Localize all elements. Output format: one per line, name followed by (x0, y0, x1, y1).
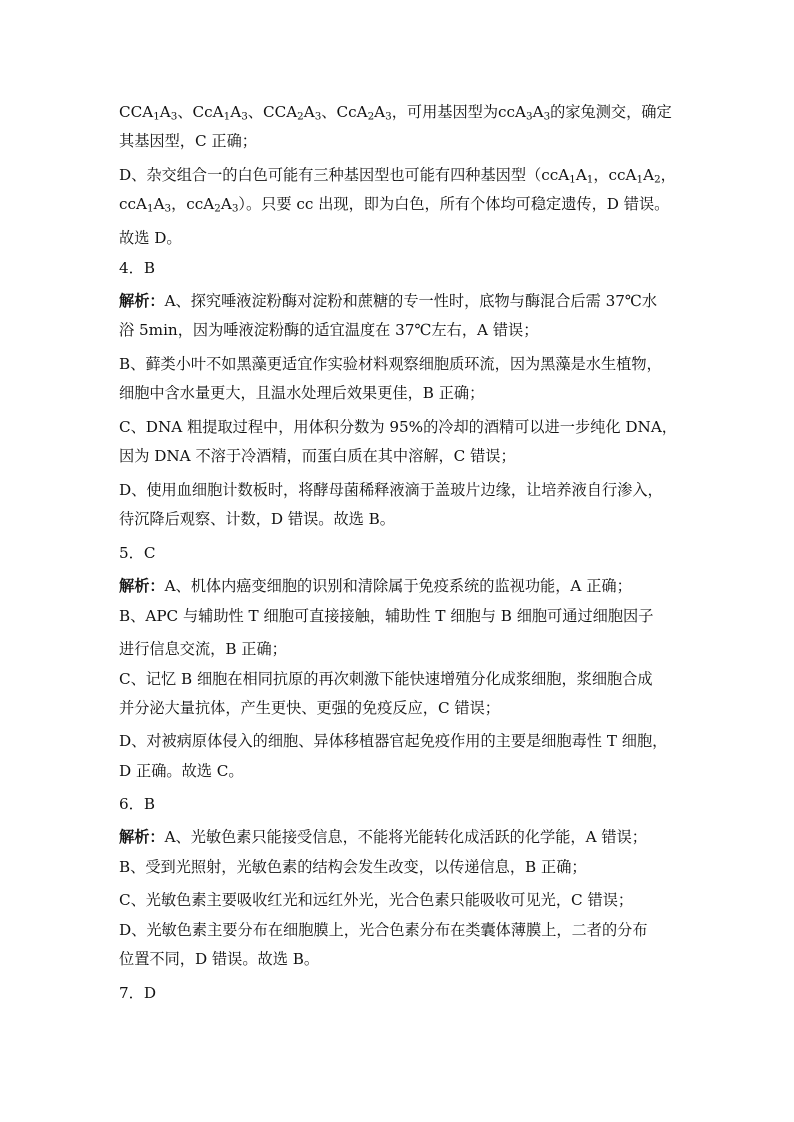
text-line: 待沉降后观察、计数，D 错误。故选 B。 (119, 510, 395, 528)
text-line: 位置不同，D 错误。故选 B。 (119, 950, 320, 968)
text-line: 浴 5min，因为唾液淀粉酶的适宜温度在 37℃左右，A 错误； (119, 321, 539, 339)
text-line: $ccA_1A_3$，$ccA_2A_3$）。只要 cc 出现，即为白色，所有个体均可稳定遗传，D 错误。 (119, 195, 670, 215)
text-line: D、杂交组合一的白色可能有三种基因型也可能有四种基因型（$ccA_1A_1$，$ccA_1A_2$， (119, 166, 676, 186)
text-line: 故选 D。 (119, 229, 182, 247)
text-line: 细胞中含水量更大，且温水处理后效果更佳，B 正确； (119, 384, 485, 402)
text-line: 解析：A、光敏色素只能接受信息，不能将光能转化成活跃的化学能，A 错误； (119, 828, 647, 846)
text-line: C、记忆 B 细胞在相同抗原的再次刺激下能快速增殖分化成浆细胞，浆细胞合成 (119, 670, 653, 688)
text-line: C、光敏色素主要吸收红光和远红外光，光合色素只能吸收可见光，C 错误； (119, 891, 634, 909)
text-line: 7．D (119, 984, 157, 1002)
text-line: B、APC 与辅助性 T 细胞可直接接触，辅助性 T 细胞与 B 细胞可通过细胞因子 (119, 607, 654, 625)
text-line: 5．C (119, 544, 156, 562)
text-line: 解析：A、机体内癌变细胞的识别和清除属于免疫系统的监视功能，A 正确； (119, 577, 632, 595)
text-line: 因为 DNA 不溶于冷酒精，而蛋白质在其中溶解，C 错误； (119, 447, 516, 465)
text-line: 其基因型，C 正确； (119, 132, 257, 150)
text-line: B、受到光照射，光敏色素的结构会发生改变，以传递信息，B 正确； (119, 858, 587, 876)
text-line: 解析：A、探究唾液淀粉酶对淀粉和蔗糖的专一性时，底物与酶混合后需 37℃水 (119, 292, 658, 310)
text-line: D、对被病原体侵入的细胞、异体移植器官起免疫作用的主要是细胞毒性 T 细胞， (119, 732, 668, 750)
text-line: D、光敏色素主要分布在细胞膜上，光合色素分布在类囊体薄膜上，二者的分布 (119, 921, 648, 939)
text-line: C、DNA 粗提取过程中，用体积分数为 95%的冷却的酒精可以进一步纯化 DNA， (119, 418, 677, 436)
text-line: D 正确。故选 C。 (119, 762, 244, 780)
text-line: D、使用血细胞计数板时，将酵母菌稀释液滴于盖玻片边缘，让培养液自行渗入， (119, 481, 663, 499)
text-line: 6．B (119, 795, 156, 813)
text-line: 并分泌大量抗体，产生更快、更强的免疫反应，C 错误； (119, 699, 500, 717)
text-line: $CCA_1A_3$、$CcA_1A_3$、$CCA_2A_3$、$CcA_2A_3$，可用基因型为$ccA_3A_3$的家兔测交，确定 (119, 103, 672, 123)
text-line: B、藓类小叶不如黑藻更适宜作实验材料观察细胞质环流，因为黑藻是水生植物， (119, 355, 662, 373)
text-line: 4．B (119, 259, 156, 277)
text-line: 进行信息交流，B 正确； (119, 640, 287, 658)
